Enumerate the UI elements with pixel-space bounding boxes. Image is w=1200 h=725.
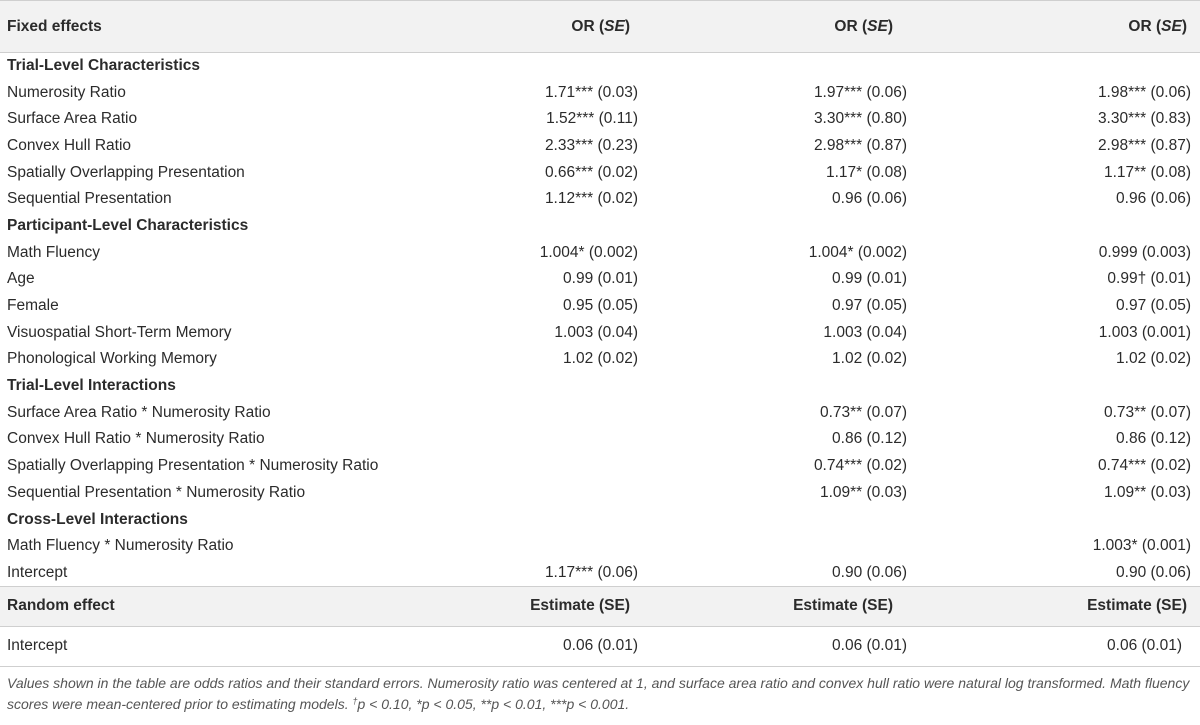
table-row xyxy=(0,533,1200,560)
table-row xyxy=(0,453,1200,480)
cell-value: 2.33*** (0.23) xyxy=(544,136,638,154)
random-effect-header-row xyxy=(0,586,1200,626)
cell-value: 0.97 (0.05) xyxy=(1116,297,1191,315)
cell-value xyxy=(643,213,913,240)
random-column-header-1: Estimate (SE) xyxy=(505,586,643,626)
cell-value: 1.98*** (0.06) xyxy=(1097,83,1191,101)
cell-value: 0.96 (0.06) xyxy=(1116,190,1191,208)
cell-value: 1.52*** (0.11) xyxy=(546,110,638,128)
cell-value: 3.30*** (0.80) xyxy=(813,110,907,128)
random-column-header-2: Estimate (SE) xyxy=(643,586,913,626)
cell-value xyxy=(505,373,643,400)
row-label: Sequential Presentation * Numerosity Ratio xyxy=(7,483,306,501)
cell-value xyxy=(643,533,913,560)
table-row xyxy=(0,560,1200,587)
cell-value: 0.90 (0.06) xyxy=(913,560,1200,587)
cell-value: 2.98*** (0.87) xyxy=(813,136,907,154)
cell-value: 1.09** (0.03) xyxy=(1103,483,1191,501)
cell-value: 1.003 (0.04) xyxy=(823,323,907,341)
cell-value xyxy=(505,506,643,533)
cell-value: 0.999 (0.003) xyxy=(1098,243,1191,261)
cell-value xyxy=(913,506,1200,533)
random-effect-row xyxy=(0,626,1200,666)
cell-value: 0.99 (0.01) xyxy=(563,270,638,288)
section-header-row xyxy=(0,506,1200,533)
cell-value: 1.02 (0.02) xyxy=(1116,350,1191,368)
cell-value: 1.004* (0.002) xyxy=(808,243,907,261)
cell-value: 1.003 (0.04) xyxy=(554,323,638,341)
cell-value xyxy=(505,480,643,507)
cell-value: 0.99† (0.01) xyxy=(1107,270,1191,288)
table-row xyxy=(0,133,1200,160)
cell-value xyxy=(505,453,643,480)
cell-value: 0.06 (0.01) xyxy=(913,626,1200,666)
cell-value: 1.003 (0.001) xyxy=(1098,323,1191,341)
cell-value: 1.02 (0.02) xyxy=(563,350,638,368)
cell-value: 1.17* (0.08) xyxy=(826,163,907,181)
section-title: Cross-Level Interactions xyxy=(7,510,188,528)
cell-value: 0.73** (0.07) xyxy=(1103,403,1191,421)
cell-value: 0.66*** (0.02) xyxy=(544,163,638,181)
row-label: Visuospatial Short-Term Memory xyxy=(7,323,232,341)
row-label: Female xyxy=(7,297,59,315)
cell-value xyxy=(505,426,643,453)
cell-value xyxy=(643,53,913,80)
cell-value: 0.95 (0.05) xyxy=(563,297,638,315)
footnote-text: Values shown in the table are odds ratios and their standard errors. Numerosity ratio was centered at 1, and surface area ratio and convex hull ratio were natural log transformed. Math fluency scores were mean-centered prior to estimating models. xyxy=(7,674,1190,712)
table-row xyxy=(0,399,1200,426)
table-row xyxy=(0,319,1200,346)
table-row xyxy=(0,293,1200,320)
cell-value xyxy=(505,533,643,560)
row-label: Surface Area Ratio xyxy=(7,110,138,128)
row-label: Math Fluency xyxy=(7,243,101,261)
table-row xyxy=(0,186,1200,213)
table-row xyxy=(0,426,1200,453)
cell-value: 1.17*** (0.06) xyxy=(505,560,643,587)
table-footnote xyxy=(0,667,1200,715)
row-label: Surface Area Ratio * Numerosity Ratio xyxy=(7,403,271,421)
row-label: Convex Hull Ratio * Numerosity Ratio xyxy=(7,430,265,448)
cell-value xyxy=(643,373,913,400)
random-effect-header: Random effect xyxy=(0,586,505,626)
cell-value: 1.12*** (0.02) xyxy=(544,190,638,208)
section-title: Trial-Level Interactions xyxy=(7,377,176,395)
column-header-2: OR (SE) xyxy=(643,1,913,53)
table-row xyxy=(0,480,1200,507)
row-label: Spatially Overlapping Presentation xyxy=(7,163,245,181)
cell-value xyxy=(913,53,1200,80)
cell-value: 0.74*** (0.02) xyxy=(1097,457,1191,475)
cell-value: 0.99 (0.01) xyxy=(832,270,907,288)
cell-value: 2.98*** (0.87) xyxy=(1097,136,1191,154)
cell-value xyxy=(913,373,1200,400)
section-header-row xyxy=(0,53,1200,80)
cell-value xyxy=(505,53,643,80)
cell-value: 0.86 (0.12) xyxy=(832,430,907,448)
section-title: Trial-Level Characteristics xyxy=(7,57,200,75)
row-label: Numerosity Ratio xyxy=(7,83,126,101)
cell-value xyxy=(913,213,1200,240)
row-label: Age xyxy=(7,270,35,288)
fixed-effects-body xyxy=(0,53,1200,587)
row-label: Sequential Presentation xyxy=(7,190,172,208)
fixed-effects-header: Fixed effects xyxy=(0,1,505,53)
cell-value: 1.004* (0.002) xyxy=(539,243,638,261)
section-header-row xyxy=(0,213,1200,240)
table-row xyxy=(0,346,1200,373)
section-header-row xyxy=(0,373,1200,400)
table-row xyxy=(0,159,1200,186)
cell-value: 1.02 (0.02) xyxy=(832,350,907,368)
table-row xyxy=(0,266,1200,293)
cell-value: 1.71*** (0.03) xyxy=(544,83,638,101)
cell-value xyxy=(643,506,913,533)
cell-value: 1.17** (0.08) xyxy=(1103,163,1191,181)
row-label: Phonological Working Memory xyxy=(7,350,217,368)
cell-value: 1.97*** (0.06) xyxy=(813,83,907,101)
cell-value: 0.06 (0.01) xyxy=(643,626,913,666)
row-label: Intercept xyxy=(0,560,505,587)
cell-value: 0.06 (0.01) xyxy=(505,626,643,666)
cell-value: 0.96 (0.06) xyxy=(832,190,907,208)
cell-value: 3.30*** (0.83) xyxy=(1097,110,1191,128)
section-title: Participant-Level Characteristics xyxy=(7,216,249,234)
random-column-header-3: Estimate (SE) xyxy=(913,586,1200,626)
table-row xyxy=(0,239,1200,266)
column-header-1: OR (SE) xyxy=(505,1,643,53)
cell-value: 0.97 (0.05) xyxy=(832,297,907,315)
significance-legend: p < 0.10, *p < 0.05, **p < 0.01, ***p < 0.001. xyxy=(357,695,630,712)
row-label: Math Fluency * Numerosity Ratio xyxy=(7,537,234,555)
cell-value: 1.003* (0.001) xyxy=(1092,537,1191,555)
table-row xyxy=(0,106,1200,133)
row-label: Intercept xyxy=(0,626,505,666)
dagger-symbol: † xyxy=(352,695,358,706)
column-header-3: OR (SE) xyxy=(913,1,1200,53)
cell-value: 0.74*** (0.02) xyxy=(813,457,907,475)
row-label: Convex Hull Ratio xyxy=(7,136,132,154)
cell-value: 0.73** (0.07) xyxy=(819,403,907,421)
cell-value: 1.09** (0.03) xyxy=(819,483,907,501)
cell-value xyxy=(505,213,643,240)
table-header-row xyxy=(0,1,1200,53)
cell-value: 0.86 (0.12) xyxy=(1116,430,1191,448)
table-row xyxy=(0,79,1200,106)
cell-value xyxy=(505,399,643,426)
row-label: Spatially Overlapping Presentation * Numerosity Ratio xyxy=(7,457,379,475)
cell-value: 0.90 (0.06) xyxy=(643,560,913,587)
